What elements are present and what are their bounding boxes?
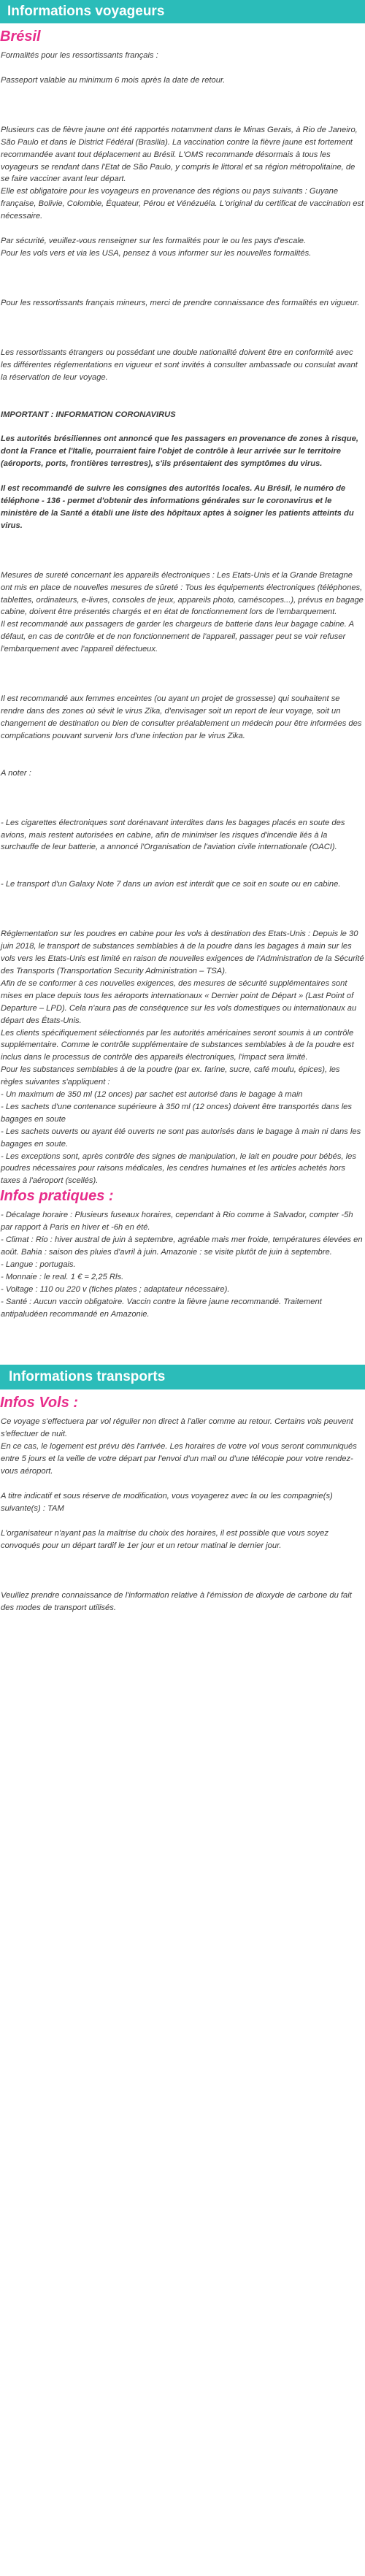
zika-text: Il est recommandé aux femmes enceintes (ou ayant un projet de grossesse) qui souhaitent se rendre dans des zones où sévit le virus Zika, d'envisager soit un report de leur voyage, soit un changement de destination ou bien de consulter préalablement un médecin pour être informées des complications pouvant survenir lors d'une infection par le virus Zika.	[1, 694, 362, 740]
pratique-monnaie: - Monnaie : le real. 1 € = 2,25 Rls.	[1, 1272, 124, 1281]
bresil-section	[0, 28, 365, 1320]
bresil-heading: Brésil	[0, 28, 41, 45]
poudres-regles-text: Pour les substances semblables à de la poudre (par ex. farine, sucre, café moulu, épices), les règles suivantes s'appliquent :	[1, 1065, 340, 1087]
usa-formalites-text: Pour les vols vers et via les USA, pensez à vous informer sur les nouvelles formalités.	[1, 248, 312, 258]
fievre-jaune-obligatoire-text: Elle est obligatoire pour les voyageurs en provenance des régions ou pays suivants : Guyane française, Bolivie, Colombie, Équateur, Pérou et Vénézuéla. L'original du certificat de vaccination est nécessaire.	[1, 187, 364, 221]
securite-escale-text: Par sécurité, veuillez-vous renseigner sur les formalités pour le ou les pays d'escale.	[1, 237, 307, 246]
etrangers-text: Les ressortissants étrangers ou possédant une double nationalité doivent être en conformité avec les différentes réglementations en vigueur et sont invités à consulter ambassade ou consulat avant la réservation de leur voyage.	[1, 348, 358, 382]
informations-transports-banner	[0, 1365, 365, 1389]
transports-section	[0, 1394, 365, 1614]
a-noter-label: A noter :	[1, 768, 31, 778]
vols-compagnie-text: A titre indicatif et sous réserve de modification, vous voyagerez avec la ou les compagnie(s) suivante(s) : TAM	[1, 1491, 333, 1513]
passeport-text: Passeport valable au minimum 6 mois après la date de retour.	[1, 75, 226, 85]
poudres-controle-text: Les clients spécifiquement sélectionnés par les autorités américaines seront soumis à un contrôle supplémentaire. Comme le contrôle supplémentaire de substances semblables à de la poudre est inclus dans le processus de contrôle des appareils électroniques, l'impact sera limité.	[1, 1028, 354, 1062]
surete-electronique-text: Mesures de sureté concernant les appareils électroniques : Les Etats-Unis et la Grande Bretagne ont mis en place de nouvelles mesures de sûreté : Tous les équipements électroniques (téléphones, tablettes, ordinateurs, e-livres, consoles de jeux, appareils photo, caméscopes...), prévus en bagage cabine, doivent être présentés chargés et en état de fonctionnement lors de l'embarquement.	[1, 570, 364, 617]
surete-chargeurs-text: Il est recommandé aux passagers de garder les chargeurs de batterie dans leur bagage cabine. A défaut, en cas de contrôle et de non fonctionnement de l'appareil, passager peut se voir refuser l'embarquement avec l'appareil défectueux.	[1, 620, 354, 654]
poudres-regle-item: - Les exceptions sont, après contrôle des signes de manipulation, le lait en poudre pour bébés, les poudres nécessaires pour raisons médicales, les cendres humaines et les articles achetés hors taxes à l'aéroport (scellés).	[1, 1151, 356, 1186]
important-coronavirus-heading: IMPORTANT : INFORMATION CORONAVIRUS	[1, 410, 176, 419]
cigarettes-electroniques-text: - Les cigarettes électroniques sont dorénavant interdites dans les bagages placés en soute des avions, mais restent autorisées en cabine, afin de minimiser les risques d'incendie liés à la surchauffe de leur batterie, a annoncé l'Organisation de l'aviation civile internationale (OACI).	[1, 818, 345, 852]
infos-pratiques-heading: Infos pratiques :	[0, 1188, 114, 1205]
pratique-sante: - Santé : Aucun vaccin obligatoire. Vaccin contre la fièvre jaune recommandé. Traitement antipaludéen recommandé en Amazonie.	[1, 1297, 322, 1319]
formalites-intro: Formalités pour les ressortissants français :	[1, 51, 158, 60]
vols-regulier-text: Ce voyage s'effectuera par vol régulier non direct à l'aller comme au retour. Certains vols peuvent s'effectuer de nuit.	[1, 1417, 353, 1439]
poudres-intro-text: Réglementation sur les poudres en cabine pour les vols à destination des Etats-Unis : Depuis le 30 juin 2018, le transport de substances semblables à de la poudre dans les bagages à main sur les vols vers les Etats-Unis est limité en raison de nouvelles exigences de l'Administration de la Sécurité des Transports (Transportation Security Administration – TSA).	[1, 929, 364, 975]
poudres-regle-item: - Les sachets d'une contenance supérieure à 350 ml (12 onces) doivent être transportés dans les bagages en soute	[1, 1102, 352, 1124]
poudres-regle-item: - Un maximum de 350 ml (12 onces) par sachet est autorisé dans le bagage à main	[1, 1090, 303, 1100]
poudres-lpd-text: Afin de se conformer à ces nouvelles exigences, des mesures de sécurité supplémentaires sont mises en place depuis tous les aéroports internationaux « Dernier point de Départ » (Last Point of Departure – LPD). Cela n'aura pas de conséquence sur les vols domestiques ou internationaux au départ des États-Unis.	[1, 978, 357, 1025]
infos-vols-heading: Infos Vols :	[0, 1395, 79, 1411]
fievre-jaune-text: Plusieurs cas de fièvre jaune ont été rapportés notamment dans le Minas Gerais, à Rio de Janeiro, São Paulo et dans le District Fédéral (Brasilia). La vaccination contre la fièvre jaune est fortement recommandée avant tout déplacement au Brésil. L'OMS recommande désormais à tous les voyageurs se rendant dans l'Etat de São Paulo, y compris le littoral et sa région métropolitaine, de se faire vacciner avant leur départ.	[1, 125, 358, 184]
galaxy-note7-text: - Le transport d'un Galaxy Note 7 dans un avion est interdit que ce soit en soute ou en cabine.	[1, 880, 341, 889]
informations-voyageurs-title: Informations voyageurs	[7, 4, 165, 19]
pratique-decalage-horaire: - Décalage horaire : Plusieurs fuseaux horaires, cependant à Rio comme à Salvador, compter -5h par rapport à Paris en hiver et -6h en été.	[1, 1211, 353, 1233]
vols-horaires-text: En ce cas, le logement est prévu dès l'arrivée. Les horaires de votre vol vous seront communiqués entre 5 jours et la veille de votre départ par l'envoi d'un mail ou d'une télécopie pour votre rendez-vous aéroport.	[1, 1442, 357, 1476]
pratique-climat: - Climat : Rio : hiver austral de juin à septembre, agréable mais mer froide, températures élevées en août. Bahia : saison des pluies d'avril à juin. Amazonie : se visite plutôt de juin à septembre.	[1, 1235, 363, 1257]
coronavirus-consignes-text: Il est recommandé de suivre les consignes des autorités locales. Au Brésil, le numéro de téléphone - 136 - permet d'obtenir des informations générales sur le coronavirus et le ministère de la Santé a établi une liste des hôpitaux aptes à soigner les patients atteints du virus.	[1, 484, 354, 530]
informations-transports-title: Informations transports	[9, 1369, 166, 1385]
pratique-voltage: - Voltage : 110 ou 220 v (fiches plates ; adaptateur nécessaire).	[1, 1284, 230, 1294]
pratique-langue: - Langue : portugais.	[1, 1260, 76, 1269]
infos-pratiques-list	[0, 1209, 365, 1320]
vols-co2-text: Veuillez prendre connaissance de l'information relative à l'émission de dioxyde de carbone du fait des modes de transport utilisés.	[1, 1590, 352, 1612]
poudres-regle-item: - Les sachets ouverts ou ayant été ouverts ne sont pas autorisés dans le bagage à main ni dans les bagages en soute.	[1, 1127, 361, 1149]
poudres-regles-list	[0, 1089, 365, 1187]
mineurs-text: Pour les ressortissants français mineurs, merci de prendre connaissance des formalités en vigueur.	[1, 298, 360, 307]
informations-voyageurs-banner	[0, 0, 365, 23]
coronavirus-controle-text: Les autorités brésiliennes ont annoncé que les passagers en provenance de zones à risque, dont la France et l'Italie, pourraient faire l'objet de contrôle à leur arrivée sur le territoire (aéroports, ports, frontières terrestres), s'ils présentaient des symptômes du virus.	[1, 434, 358, 469]
vols-organisateur-text: L'organisateur n'ayant pas la maîtrise du choix des horaires, il est possible que vous soyez convoqués pour un départ tardif le 1er jour et un retour matinal le dernier jour.	[1, 1528, 328, 1550]
